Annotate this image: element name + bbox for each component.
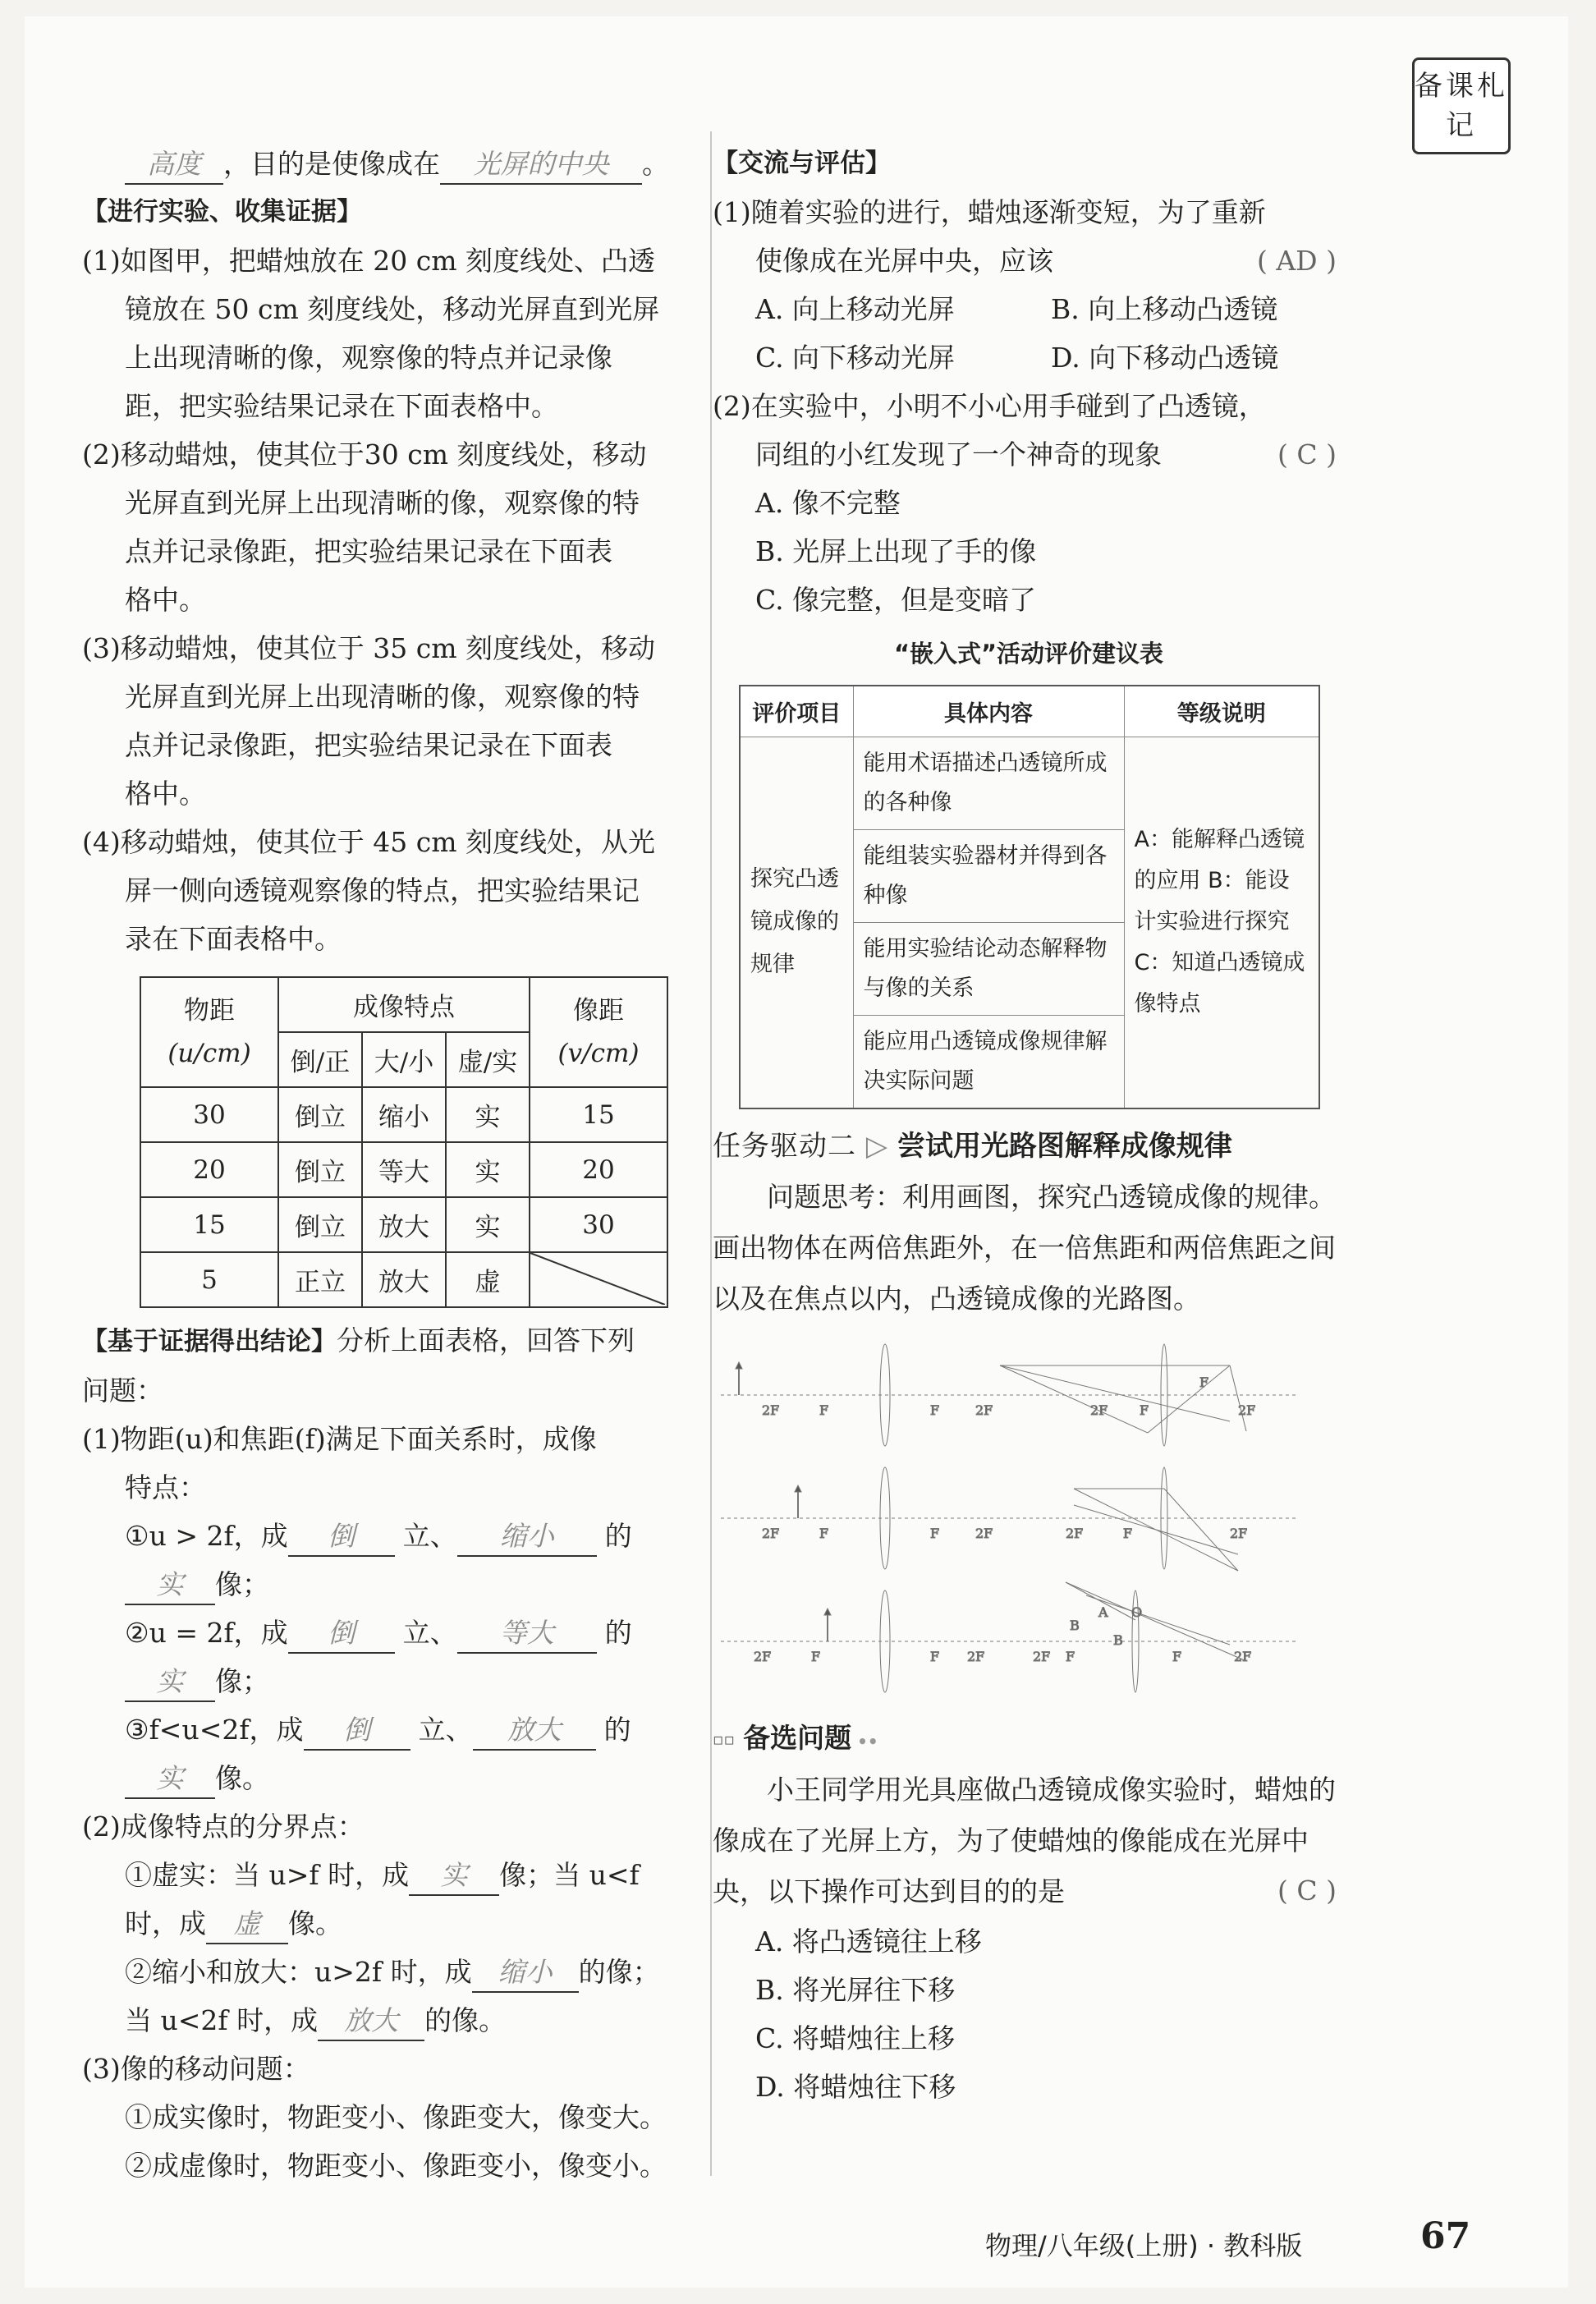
section-experiment-title: 【进行实验、收集证据】 (82, 197, 362, 227)
r2-line2: 同组的小红发现了一个神奇的现象 ( C ) (713, 430, 1345, 479)
svg-text:F: F (819, 1402, 829, 1418)
svg-text:F: F (1123, 1525, 1133, 1541)
notes-badge: 备课札记 (1412, 57, 1511, 154)
svg-text:2F: 2F (967, 1648, 985, 1664)
eval-table-caption: “嵌入式”活动评价建议表 (893, 640, 1164, 668)
svg-text:F: F (811, 1648, 821, 1664)
page-number: 67 (1420, 2215, 1471, 2257)
svg-text:2F: 2F (1033, 1648, 1051, 1664)
task-heading: 任务驱动二 ▷ 尝试用光路图解释成像规律 (713, 1129, 1232, 1163)
case1-line2: 实 像； (82, 1560, 714, 1609)
step2-line4: 格中。 (125, 584, 206, 616)
r2-line1: (2)在实验中，小明不小心用手碰到了凸透镜， (713, 390, 1266, 422)
svg-text:F: F (1172, 1648, 1182, 1664)
svg-text:2F: 2F (1238, 1402, 1256, 1418)
step2-line3: 点并记录像距，把实验结果记录在下面表 (125, 535, 612, 567)
ray-diagrams (721, 1341, 1312, 1694)
backup-option-a: A. 将凸透镜往上移 (755, 1925, 982, 1957)
r1-options-row2: C. 向下移动光屏 D. 向下移动凸透镜 (755, 342, 1279, 374)
r1-line2: 使像成在光屏中央，应该 ( AD ) (713, 236, 1345, 285)
subheader-size: 大/小 (362, 1032, 446, 1087)
task-paragraph: 问题思考：利用画图，探究凸透镜成像的规律。画出物体在两倍焦距外，在一倍焦距和两倍焦距之间以及在焦点以内，凸透镜成像的光路图。 (713, 1180, 1336, 1315)
svg-text:A: A (1098, 1604, 1108, 1620)
header-image-distance: 像距 (v/cm) (530, 977, 667, 1087)
backup-question-heading: ▫▫ 备选问题 •• (713, 1715, 1345, 1765)
r2-option-a: A. 像不完整 (755, 487, 901, 519)
table-row: 15 倒立 放大 实 30 (140, 1197, 667, 1252)
q2-line: (2)成像特点的分界点： (82, 1811, 365, 1843)
eval-content-3: 能用实验结论动态解释物与像的关系 (853, 922, 1124, 1015)
step3-line3: 点并记录像距，把实验结果记录在下面表 (125, 729, 612, 761)
q2a-line2: 时，成 虚 像。 (82, 1899, 714, 1948)
eval-content-4: 能应用凸透镜成像规律解决实际问题 (853, 1015, 1124, 1108)
eval-header-content: 具体内容 (853, 686, 1124, 737)
eval-item: 探究凸透镜成像的规律 (740, 737, 853, 1108)
svg-text:2F: 2F (754, 1648, 772, 1664)
svg-text:F: F (819, 1525, 829, 1541)
q2a-line1: ①虚实：当 u>f 时，成 实 像；当 u<f (82, 1851, 714, 1899)
backup-option-c: C. 将蜡烛往上移 (755, 2022, 956, 2054)
empty-diagonal-cell (530, 1252, 667, 1307)
q2b-line2: 当 u<2f 时，成 放大 的像。 (82, 1996, 714, 2045)
svg-text:2F: 2F (762, 1525, 780, 1541)
svg-text:2F: 2F (762, 1402, 780, 1418)
svg-text:F: F (1066, 1648, 1075, 1664)
svg-text:2F: 2F (1090, 1402, 1108, 1418)
eval-levels: A：能解释凸透镜的应用 B：能设计实验进行探究 C：知道凸透镜成像特点 (1124, 737, 1319, 1108)
step1-line4: 距，把实验结果记录在下面表格中。 (125, 390, 558, 422)
case1-line1: ①u > 2f，成 倒 立、 缩小 的 (82, 1512, 714, 1560)
right-column (713, 140, 1345, 2111)
r2-answer: ( C ) (1277, 438, 1337, 470)
q3b-line: ②成虚像时，物距变小、像距变小，像变小。 (125, 2150, 667, 2182)
svg-text:F: F (930, 1402, 940, 1418)
case2-line1: ②u = 2f，成 倒 立、 等大 的 (82, 1609, 714, 1657)
case2-line2: 实 像； (82, 1657, 714, 1705)
blank-center: 光屏的中央 (440, 145, 642, 185)
diagonal-line (530, 1253, 665, 1305)
q3-line: (3)像的移动问题： (82, 2053, 310, 2085)
intro-end: 。 (642, 148, 669, 180)
step1-line2: 镜放在 50 cm 刻度线处，移动光屏直到光屏 (125, 293, 660, 325)
r1-answer: ( AD ) (1256, 245, 1337, 277)
evaluation-table (739, 685, 1320, 1109)
step4-line3: 录在下面表格中。 (125, 923, 342, 955)
step4-line1: (4)移动蜡烛，使其位于 45 cm 刻度线处，从光 (82, 826, 655, 858)
step3-line2: 光屏直到光屏上出现清晰的像，观察像的特 (125, 681, 640, 713)
eval-content-1: 能用术语描述凸透镜所成的各种像 (853, 737, 1124, 829)
svg-text:F: F (1140, 1402, 1149, 1418)
ray-diagram-1 (721, 1344, 1296, 1446)
svg-text:O: O (1131, 1604, 1143, 1620)
q2b-line1: ②缩小和放大：u>2f 时，成 缩小 的像； (82, 1948, 714, 1996)
table-row: 20 倒立 等大 实 20 (140, 1142, 667, 1197)
subheader-real-virtual: 虚/实 (446, 1032, 530, 1087)
header-image-features: 成像特点 (278, 977, 530, 1032)
ray-diagram-2 (721, 1467, 1296, 1571)
page (25, 16, 1568, 2288)
svg-text:2F: 2F (1230, 1525, 1248, 1541)
svg-text:2F: 2F (975, 1402, 993, 1418)
svg-text:2F: 2F (1066, 1525, 1084, 1541)
svg-text:2F: 2F (975, 1525, 993, 1541)
step3-line1: (3)移动蜡烛，使其位于 35 cm 刻度线处，移动 (82, 632, 655, 664)
step1-line1: (1)如图甲，把蜡烛放在 20 cm 刻度线处、凸透 (82, 245, 655, 277)
intro-line (82, 140, 714, 188)
section-evaluation-title: 【交流与评估】 (713, 149, 891, 178)
step2-line2: 光屏直到光屏上出现清晰的像，观察像的特 (125, 487, 640, 519)
squares-icon: ▫▫ (713, 1729, 736, 1749)
subheader-orientation: 倒/正 (278, 1032, 362, 1087)
svg-text:2F: 2F (1234, 1648, 1252, 1664)
r1-options-row1: A. 向上移动光屏 B. 向上移动凸透镜 (755, 293, 1278, 325)
step4-line2: 屏一侧向透镜观察像的特点，把实验结果记 (125, 874, 640, 906)
svg-text:B: B (1113, 1632, 1123, 1648)
table-row: 30 倒立 缩小 实 15 (140, 1087, 667, 1142)
r1-line1: (1)随着实验的进行，蜡烛逐渐变短，为了重新 (713, 196, 1266, 228)
eval-header-level: 等级说明 (1124, 686, 1319, 737)
header-object-distance: 物距 (u/cm) (140, 977, 278, 1087)
r2-option-b: B. 光屏上出现了手的像 (755, 535, 1037, 567)
backup-answer: ( C ) (1277, 1874, 1337, 1907)
backup-option-b: B. 将光屏往下移 (755, 1973, 956, 2006)
svg-text:B: B (1070, 1617, 1080, 1633)
step2-line1: (2)移动蜡烛，使其位于30 cm 刻度线处，移动 (82, 438, 647, 470)
conclusion-line1: 【基于证据得出结论】分析上面表格，回答下列 (82, 1324, 635, 1356)
q1-line1: (1)物距(u)和焦距(f)满足下面关系时，成像 (82, 1423, 597, 1455)
ray-diagram-3 (721, 1582, 1296, 1692)
intro-text: ，目的是使像成在 (223, 148, 440, 180)
backup-paragraph: 小王同学用光具座做凸透镜成像实验时，蜡烛的像成在了光屏上方，为了使蜡烛的像能成在光屏中央，以下操作可达到目的的是 (713, 1773, 1336, 1907)
r2-option-c: C. 像完整，但是变暗了 (755, 584, 1037, 616)
blank-height: 高度 (125, 145, 223, 185)
q1-line2: 特点： (125, 1471, 206, 1503)
svg-text:F: F (930, 1648, 940, 1664)
svg-text:F: F (930, 1525, 940, 1541)
backup-option-d: D. 将蜡烛往下移 (755, 2070, 956, 2103)
step3-line4: 格中。 (125, 778, 206, 810)
footer-subject: 物理/八年级(上册) · 教科版 (985, 2230, 1303, 2261)
step1-line3: 上出现清晰的像，观察像的特点并记录像 (125, 342, 612, 374)
table-row: 5 正立 放大 虚 (140, 1252, 667, 1307)
left-column (82, 140, 714, 2190)
eval-content-2: 能组装实验器材并得到各种像 (853, 829, 1124, 922)
results-table (140, 976, 668, 1308)
svg-text:F: F (1199, 1374, 1209, 1390)
eval-header-item: 评价项目 (740, 686, 853, 737)
conclusion-line2: 问题： (82, 1375, 163, 1407)
q3a-line: ①成实像时，物距变小、像距变大，像变大。 (125, 2101, 667, 2133)
case3-line2: 实 像。 (82, 1754, 714, 1802)
case3-line1: ③f<u<2f，成 倒 立、 放大 的 (82, 1705, 714, 1754)
